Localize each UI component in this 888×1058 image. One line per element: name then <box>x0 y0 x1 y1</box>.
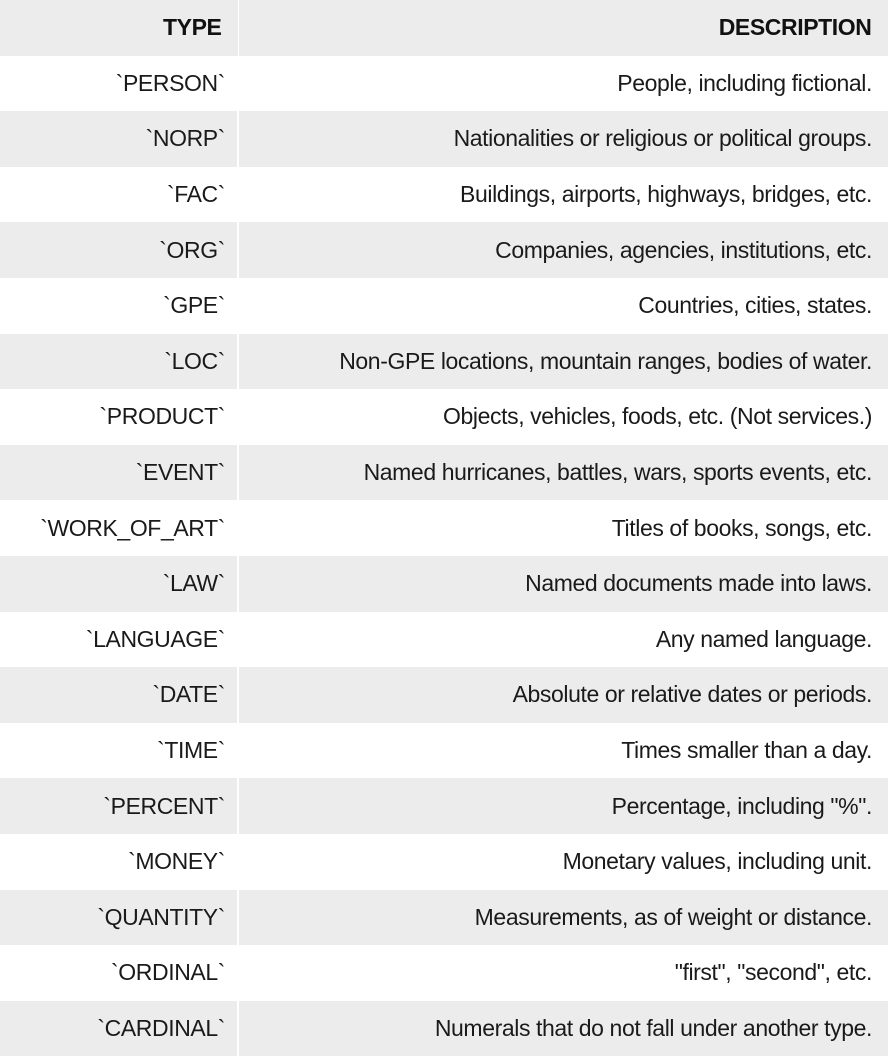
table-row <box>0 56 888 112</box>
entity-type-cell: `QUANTITY` <box>0 890 238 946</box>
column-header-type: TYPE <box>0 0 238 56</box>
entity-type-cell: `CARDINAL` <box>0 1001 238 1057</box>
column-header-description: DESCRIPTION <box>238 0 888 56</box>
entity-type-cell: `PERCENT` <box>0 778 238 834</box>
table-row <box>0 445 888 501</box>
entity-type-cell: `NORP` <box>0 111 238 167</box>
entity-description-cell: Companies, agencies, institutions, etc. <box>495 236 872 263</box>
entity-type-cell: `MONEY` <box>0 834 238 890</box>
entity-description-cell: Numerals that do not fall under another type. <box>434 1014 872 1041</box>
entity-description-cell: Named documents made into laws. <box>525 570 872 597</box>
entity-type-cell: `ORDINAL` <box>0 945 238 1001</box>
entity-description-cell: Non-GPE locations, mountain ranges, bodies of water. <box>339 347 872 374</box>
entity-type-cell: `GPE` <box>0 278 238 334</box>
entity-type-cell: `TIME` <box>0 723 238 779</box>
entity-type-cell: `PRODUCT` <box>0 389 238 445</box>
entity-description-cell: Countries, cities, states. <box>638 292 872 319</box>
entity-description-cell: Titles of books, songs, etc. <box>611 514 872 541</box>
table-row <box>0 278 888 334</box>
entity-description-cell: Any named language. <box>655 625 872 652</box>
table-row <box>0 723 888 779</box>
table-row <box>0 334 888 390</box>
entity-description-cell: Absolute or relative dates or periods. <box>512 681 872 708</box>
table-row <box>0 834 888 890</box>
table-row <box>0 389 888 445</box>
entity-description-cell: Nationalities or religious or political groups. <box>453 125 872 152</box>
entity-type-cell: `EVENT` <box>0 445 238 501</box>
entity-description-cell: "first", "second", etc. <box>674 959 872 986</box>
table-row <box>0 1001 888 1057</box>
entity-type-cell: `PERSON` <box>0 56 238 112</box>
table-row <box>0 667 888 723</box>
entity-type-cell: `DATE` <box>0 667 238 723</box>
entity-type-cell: `LAW` <box>0 556 238 612</box>
table-row <box>0 945 888 1001</box>
entity-type-cell: `WORK_OF_ART` <box>0 500 238 556</box>
entity-description-cell: Percentage, including "%". <box>611 792 872 819</box>
table-row <box>0 500 888 556</box>
table-header-row <box>0 0 888 56</box>
entity-description-cell: Named hurricanes, battles, wars, sports events, etc. <box>363 459 872 486</box>
table-row <box>0 222 888 278</box>
entity-type-cell: `LOC` <box>0 334 238 390</box>
entity-type-cell: `ORG` <box>0 222 238 278</box>
entity-description-cell: Monetary values, including unit. <box>562 848 872 875</box>
table-row <box>0 612 888 668</box>
entity-description-cell: Buildings, airports, highways, bridges, etc. <box>460 181 872 208</box>
table-row <box>0 111 888 167</box>
entity-description-cell: People, including fictional. <box>617 69 872 96</box>
entity-description-cell: Objects, vehicles, foods, etc. (Not services.) <box>443 403 872 430</box>
entity-type-cell: `FAC` <box>0 167 238 223</box>
table-row <box>0 890 888 946</box>
table-row <box>0 778 888 834</box>
entity-description-cell: Times smaller than a day. <box>621 737 872 764</box>
entity-type-cell: `LANGUAGE` <box>0 612 238 668</box>
table-row <box>0 556 888 612</box>
table-row <box>0 167 888 223</box>
entity-description-cell: Measurements, as of weight or distance. <box>474 903 872 930</box>
